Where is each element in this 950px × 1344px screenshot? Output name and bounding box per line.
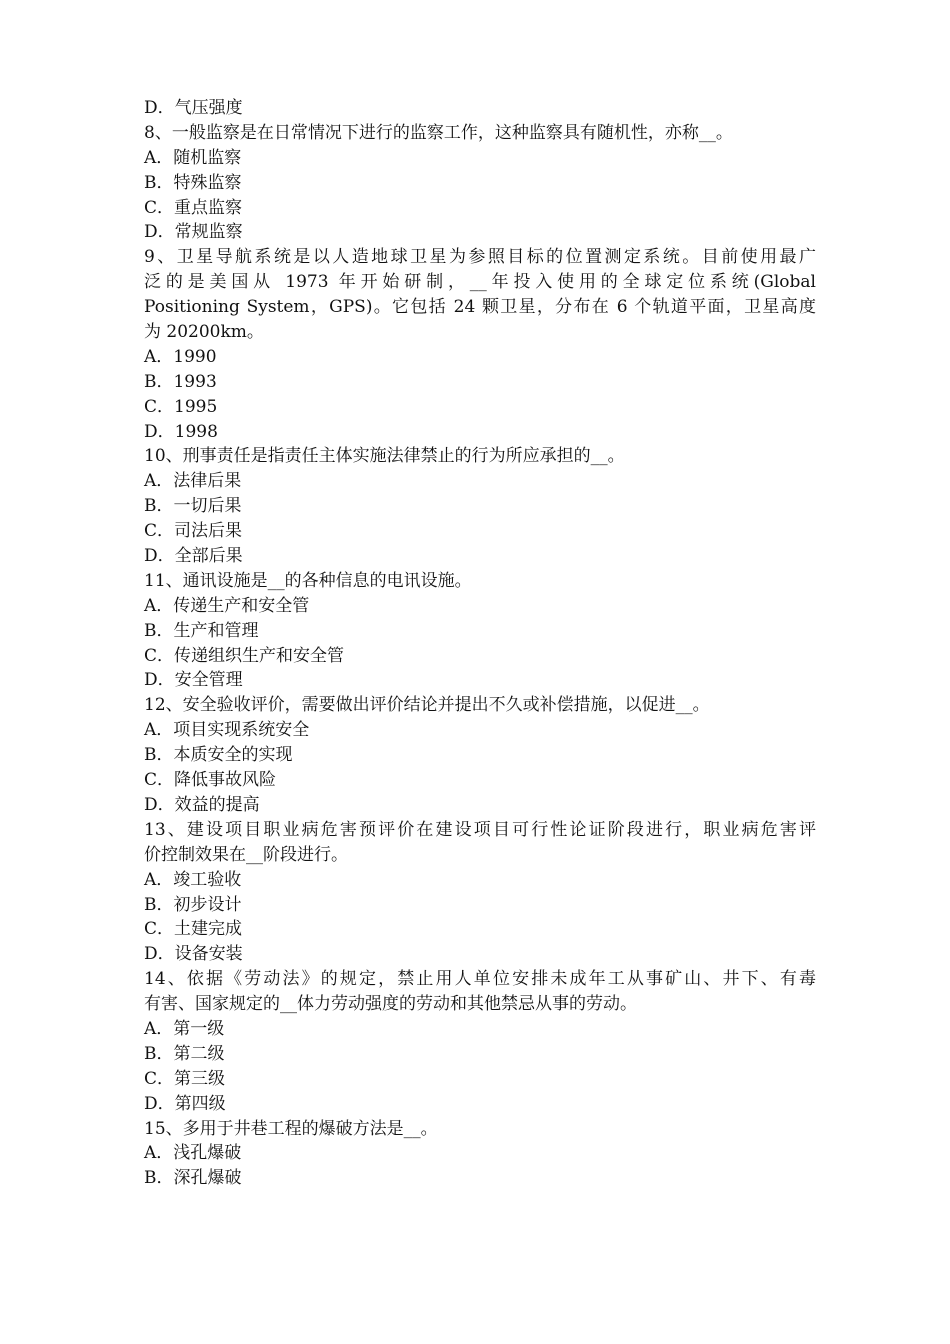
- text-line: 13、建设项目职业病危害预评价在建设项目可行性论证阶段进行，职业病危害评: [144, 819, 816, 840]
- text-line: D．全部后果: [144, 546, 243, 567]
- text-line: 价控制效果在__阶段进行。: [144, 844, 348, 865]
- text-line: D．气压强度: [144, 98, 243, 118]
- text-line: 11、通讯设施是__的各种信息的电讯设施。: [144, 570, 472, 591]
- text-line: B．特殊监察: [144, 172, 242, 193]
- text-line: 10、刑事责任是指责任主体实施法律禁止的行为所应承担的__。: [144, 446, 625, 467]
- text-line: 泛的是美国从 1973 年开始研制，__年投入使用的全球定位系统(Global: [144, 272, 816, 293]
- text-line: B．深孔爆破: [144, 1168, 242, 1189]
- text-line: D．效益的提高: [144, 794, 260, 815]
- text-line: A．1990: [144, 346, 217, 367]
- text-line: B．生产和管理: [144, 620, 259, 641]
- text-line: C．土建完成: [144, 919, 243, 940]
- text-line: Positioning System，GPS)。它包括 24 颗卫星，分布在 6 个轨道平面，卫星高度: [144, 297, 816, 318]
- text-line: A．竣工验收: [144, 869, 242, 890]
- text-line: 14、依据《劳动法》的规定，禁止用人单位安排未成年工从事矿山、井下、有毒: [144, 969, 816, 990]
- text-line: B．第二级: [144, 1043, 225, 1064]
- text-line: C．传递组织生产和安全管: [144, 645, 345, 666]
- text-line: A．项目实现系统安全: [144, 720, 310, 741]
- text-line: C．第三级: [144, 1068, 226, 1089]
- text-line: D．1998: [144, 421, 218, 442]
- text-line: D．第四级: [144, 1093, 226, 1114]
- text-line: 为 20200km。: [144, 322, 264, 343]
- text-line: 12、安全验收评价，需要做出评价结论并提出不久或补偿措施，以促进__。: [144, 695, 710, 716]
- text-line: A．法律后果: [144, 471, 242, 492]
- text-line: C．1995: [144, 396, 218, 417]
- text-line: B．本质安全的实现: [144, 745, 293, 766]
- text-line: D．设备安装: [144, 944, 243, 965]
- text-line: 8、一般监察是在日常情况下进行的监察工作，这种监察具有随机性，亦称__。: [144, 122, 733, 143]
- text-line: D．常规监察: [144, 222, 243, 243]
- text-line: B．1993: [144, 371, 217, 392]
- text-line: A．传递生产和安全管: [144, 595, 310, 616]
- text-line: A．浅孔爆破: [144, 1143, 242, 1164]
- text-line: 有害、国家规定的__体力劳动强度的劳动和其他禁忌从事的劳动。: [144, 994, 637, 1015]
- text-line: C．司法后果: [144, 521, 243, 542]
- text-line: C．重点监察: [144, 197, 243, 218]
- text-line: 9、卫星导航系统是以人造地球卫星为参照目标的位置测定系统。目前使用最广: [144, 247, 816, 268]
- text-line: B．初步设计: [144, 894, 242, 915]
- text-line: D．安全管理: [144, 670, 243, 691]
- document-page: [144, 96, 816, 1191]
- text-line: B．一切后果: [144, 496, 242, 517]
- text-line: A．第一级: [144, 1018, 225, 1039]
- text-line: C．降低事故风险: [144, 770, 277, 791]
- text-line: A．随机监察: [144, 147, 242, 168]
- text-line: 15、多用于井巷工程的爆破方法是__。: [144, 1118, 438, 1139]
